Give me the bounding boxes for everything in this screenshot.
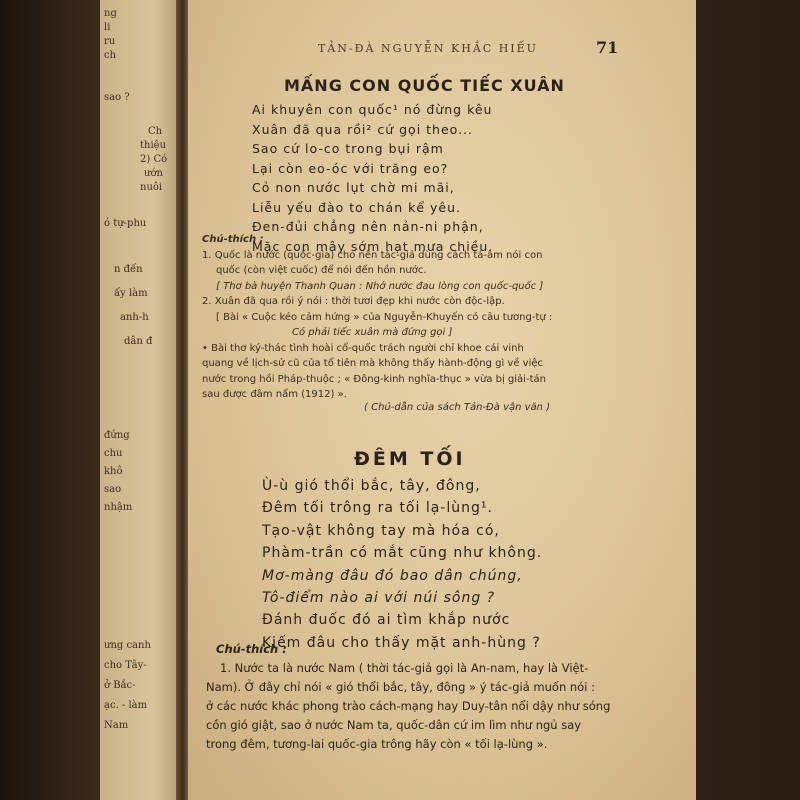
poem-line: Mơ-màng đâu đó bao dân chúng, bbox=[262, 567, 523, 584]
poem-line: Lại còn eo-óc với trăng eo? bbox=[252, 160, 449, 176]
left-page-fragment: ch bbox=[104, 50, 117, 61]
note-line: [ Thơ bà huyện Thanh Quan : Nhớ nước đau lòng con quốc-quốc ] bbox=[216, 280, 544, 292]
notes-heading: Chú-thích : bbox=[202, 234, 264, 245]
poem-line: Phàm-trần có mắt cũng như không. bbox=[262, 545, 543, 562]
notes-section bbox=[202, 232, 642, 403]
left-page-fragment: 2) Có bbox=[140, 154, 168, 165]
note-line: • Bài thơ ký-thác tình hoài cổ-quốc trách người chỉ khoe cái vinh bbox=[202, 342, 524, 354]
left-page-fragment: anh-h bbox=[120, 312, 149, 323]
poem-line: Xuân đã qua rồi² cứ gọi theo... bbox=[252, 121, 474, 137]
left-page-fragment: khô bbox=[104, 466, 123, 477]
page-number: 71 bbox=[596, 38, 619, 57]
poem-line: Tạo-vật không tay mà hóa có, bbox=[262, 522, 500, 539]
left-page-fragment: ướn bbox=[144, 168, 163, 179]
left-page-fragment: dân đ bbox=[124, 336, 153, 347]
left-page-fragment: ở Bắc- bbox=[104, 680, 136, 691]
running-head: TẢN-ĐÀ NGUYỄN KHẮC HIẾU bbox=[318, 42, 538, 55]
poem-line: Đánh đuốc đó ai tìm khắp nước bbox=[262, 612, 511, 629]
poem-line: Liễu yếu đào to chán kể yêu. bbox=[252, 199, 461, 215]
poem-line: Ù-ù gió thổi bắc, tây, đông, bbox=[262, 478, 481, 494]
note-line: ở các nước khác phong trào cách-mạng hay Duy-tân nổi dậy như sóng bbox=[206, 699, 611, 713]
source-citation: ( Chủ-dẫn của sách Tản-Đà vận văn ) bbox=[364, 402, 551, 413]
left-page-fragment: đứng bbox=[104, 430, 130, 441]
left-page-fragment: nhậm bbox=[104, 502, 133, 513]
note-line: cồn gió giật, sao ở nước Nam ta, quốc-dân cứ im lìm như ngủ say bbox=[206, 718, 582, 732]
note-line: nước trong hồi Pháp-thuộc ; « Đông-kinh nghĩa-thục » vừa bị giải-tán bbox=[202, 373, 546, 385]
note-line: 1. Nước ta là nước Nam ( thời tác-giả gọi là An-nam, hay là Việt- bbox=[220, 661, 589, 675]
note-line: 1. Quốc là nước (quốc-gia) cho nên tác-giả dùng cách tá-âm nói con bbox=[202, 249, 543, 261]
poem-line: Đêm tối trông ra tối lạ-lùng¹. bbox=[262, 500, 493, 517]
note-line: sau được đâm nẩm (1912) ». bbox=[202, 389, 347, 400]
left-page-fragment: nuôi bbox=[140, 182, 163, 193]
note-line: quốc (còn việt cuốc) để nói đến hồn nước. bbox=[216, 265, 427, 276]
left-page-fragment: sao bbox=[104, 484, 122, 495]
poem-line: Mặc con mây sớm hạt mưa chiều. bbox=[252, 238, 494, 254]
notes-section bbox=[206, 640, 676, 754]
left-page-fragment: chu bbox=[104, 448, 123, 459]
note-line: trong đêm, tương-lai quốc-gia trông hãy còn « tối lạ-lùng ». bbox=[206, 737, 548, 751]
right-page bbox=[188, 0, 696, 800]
left-page-fragment: ưng canh bbox=[104, 640, 151, 651]
poem-line: Tô-điểm nào ai với núi sông ? bbox=[262, 590, 496, 607]
left-page-fragment: Nam bbox=[104, 720, 129, 731]
poem-title: MẤNG CON QUỐC TIẾC XUÂN bbox=[284, 76, 565, 95]
note-line: Có phải tiếc xuân mà đứng gọi ] bbox=[292, 327, 453, 338]
note-line: Nam). Ở đây chỉ nói « gió thổi bắc, tây, đông » ý tác-giả muốn nói : bbox=[206, 680, 595, 694]
left-page-fragment: li bbox=[104, 22, 111, 33]
note-line: 2. Xuân đã qua rồi ý nói : thời tươi đẹp khi nước còn độc-lập. bbox=[202, 296, 505, 307]
left-page-fragment: n đến bbox=[114, 264, 143, 275]
poem-title: ĐÊM TỐI bbox=[354, 448, 466, 470]
poem-line: Đen-đủi chẳng nên nản-ni phận, bbox=[252, 219, 484, 234]
left-page-fragment: sao ? bbox=[104, 92, 130, 103]
left-page-fragment: ru bbox=[104, 36, 116, 47]
left-page-fragment: cho Tây- bbox=[104, 660, 147, 671]
left-page-fragment: ng bbox=[104, 8, 117, 19]
poem-body bbox=[262, 475, 542, 654]
left-page-fragment: ấy làm bbox=[114, 288, 148, 299]
notes-heading: Chú-thích : bbox=[216, 642, 287, 656]
poem-line: Sao cứ lo-co trong bụi rậm bbox=[252, 141, 444, 156]
poem-line: Cỏ non nước lụt chờ mi mãi, bbox=[252, 180, 455, 195]
note-line: [ Bài « Cuộc kéo cảm hứng » của Nguyễn-Khuyến có câu tương-tự : bbox=[216, 311, 553, 323]
left-page-fragment: thiệu bbox=[140, 140, 167, 151]
poem-line: Kiếm đâu cho thấy mặt anh-hùng ? bbox=[262, 634, 541, 651]
left-page-fragment: Ch bbox=[148, 126, 163, 137]
left-page-fragment: ó tự-phu bbox=[104, 218, 147, 229]
left-page-fragment: ạc. - làm bbox=[104, 700, 148, 711]
poem-line: Ai khuyên con quốc¹ nó đừng kêu bbox=[252, 102, 493, 117]
note-line: quang về lịch-sử cũ của tổ tiên mà không thấy hành-động gì về việc bbox=[202, 358, 544, 369]
